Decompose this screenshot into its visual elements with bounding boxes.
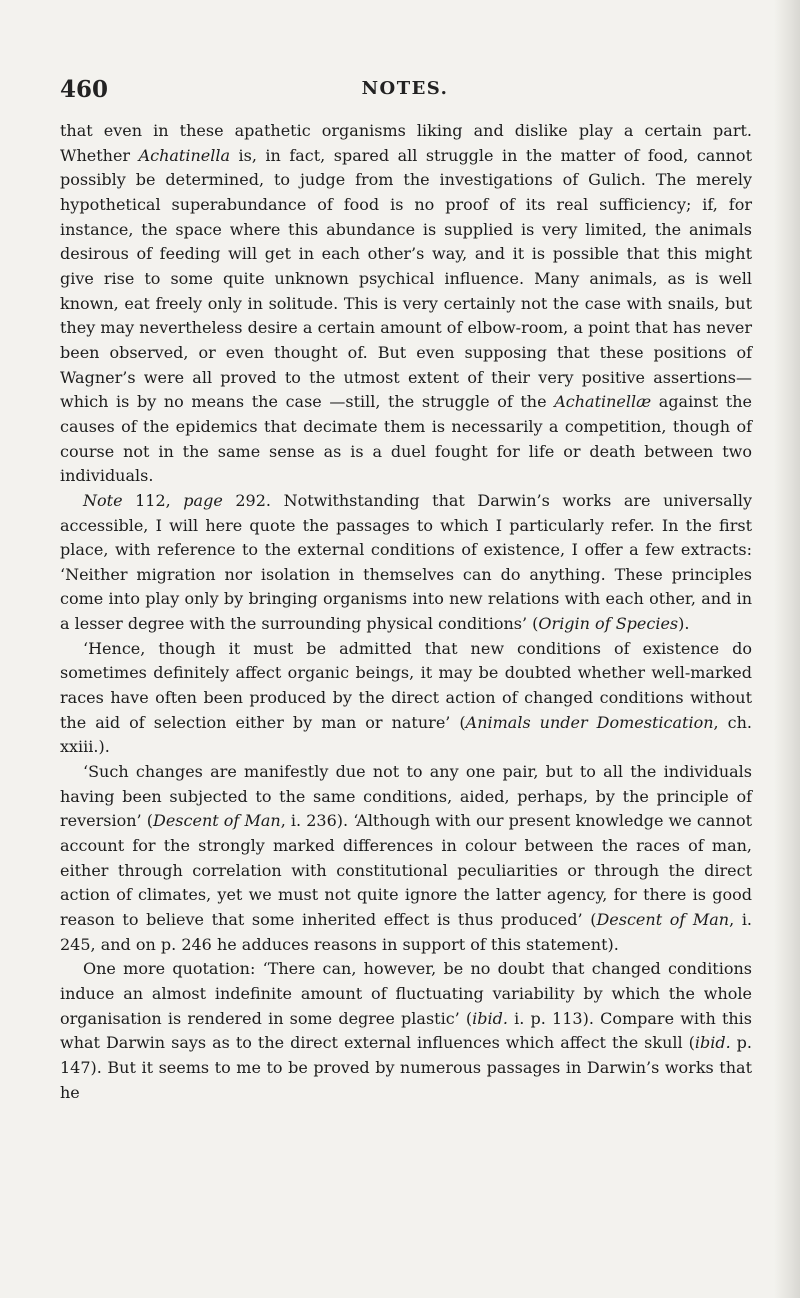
paragraph: ‘Such changes are manifestly due not to any one pair, but to all the individuals having been subjected to the same conditions, aided, perhaps, by the principle of reversion’ (Descent of Man, i. 236). ‘Although with our present knowledge we cannot account for the strongly marked differences in colour between the races of man, either through correlation with constitutional peculiarities or through the direct action of climates, yet we must not quite ignore the latter agency, for there is good reason to believe that some inherited effect is thus produced’ (Descent of Man, i. 245, and on p. 246 he adduces reasons in support of this statement).	[60, 762, 753, 954]
paragraph: Note 112, page 292. Notwithstanding that Darwin’s works are universally accessible, I will here quote the passages to which I particularly refer. In the first place, with reference to the external conditions of existence, I offer a few extracts: ‘Neither migration nor isolation in themselves can do anything. These principles come into play only by bringing organisms into new relations with each other, and in a lesser degree with the surrounding physical conditions’ (Origin of Species).	[60, 490, 752, 634]
body-text	[60, 119, 752, 1105]
running-head: NOTES.	[361, 78, 449, 99]
paragraph: One more quotation: ‘There can, however, be no doubt that changed conditions induce an almost indefinite amount of fluctuating variability by which the whole organisation is rendered in some degree plastic’ (ibid. i. p. 113). Compare with this what Darwin says as to the direct external influences which affect the skull (ibid. p. 147). But it seems to me to be proved by numerous passages in Darwin’s works that he	[60, 959, 753, 1102]
page-header	[60, 76, 750, 106]
page-number: 460	[60, 76, 109, 103]
paragraph: that even in these apathetic organisms liking and dislike play a certain part. Whether Achatinella is, in fact, spared all struggle in the matter of food, cannot possibly be determined, to judge from the investigations of Gulich. The merely hypothetical superabundance of food is no proof of its real sufficiency; if, for instance, the space where this abundance is supplied is very limited, the animals desirous of feeding will get in each other’s way, and it is possible that this might give rise to some quite unknown psychical influence. Many animals, as is well known, eat freely only in solitude. This is very certainly not the case with snails, but they may nevertheless desire a certain amount of elbow-room, a point that has never been observed, or even thought of. But even supposing that these positions of Wagner’s were all proved to the utmost extent of their very positive assertions—which is by no means the case —still, the struggle of the Achatinellæ against the causes of the epidemics that decimate them is necessarily a competition, though of course not in the same sense as is a duel fought for life or death between two individuals.	[60, 121, 752, 486]
paragraph: ‘Hence, though it must be admitted that new conditions of existence do sometimes definitely affect organic beings, it may be doubted whether well-marked races have often been produced by the direct action of changed conditions without the aid of selection either by man or nature’ (Animals under Domestication, ch. xxiii.).	[60, 638, 752, 757]
page-edge-shadow	[774, 0, 800, 1298]
